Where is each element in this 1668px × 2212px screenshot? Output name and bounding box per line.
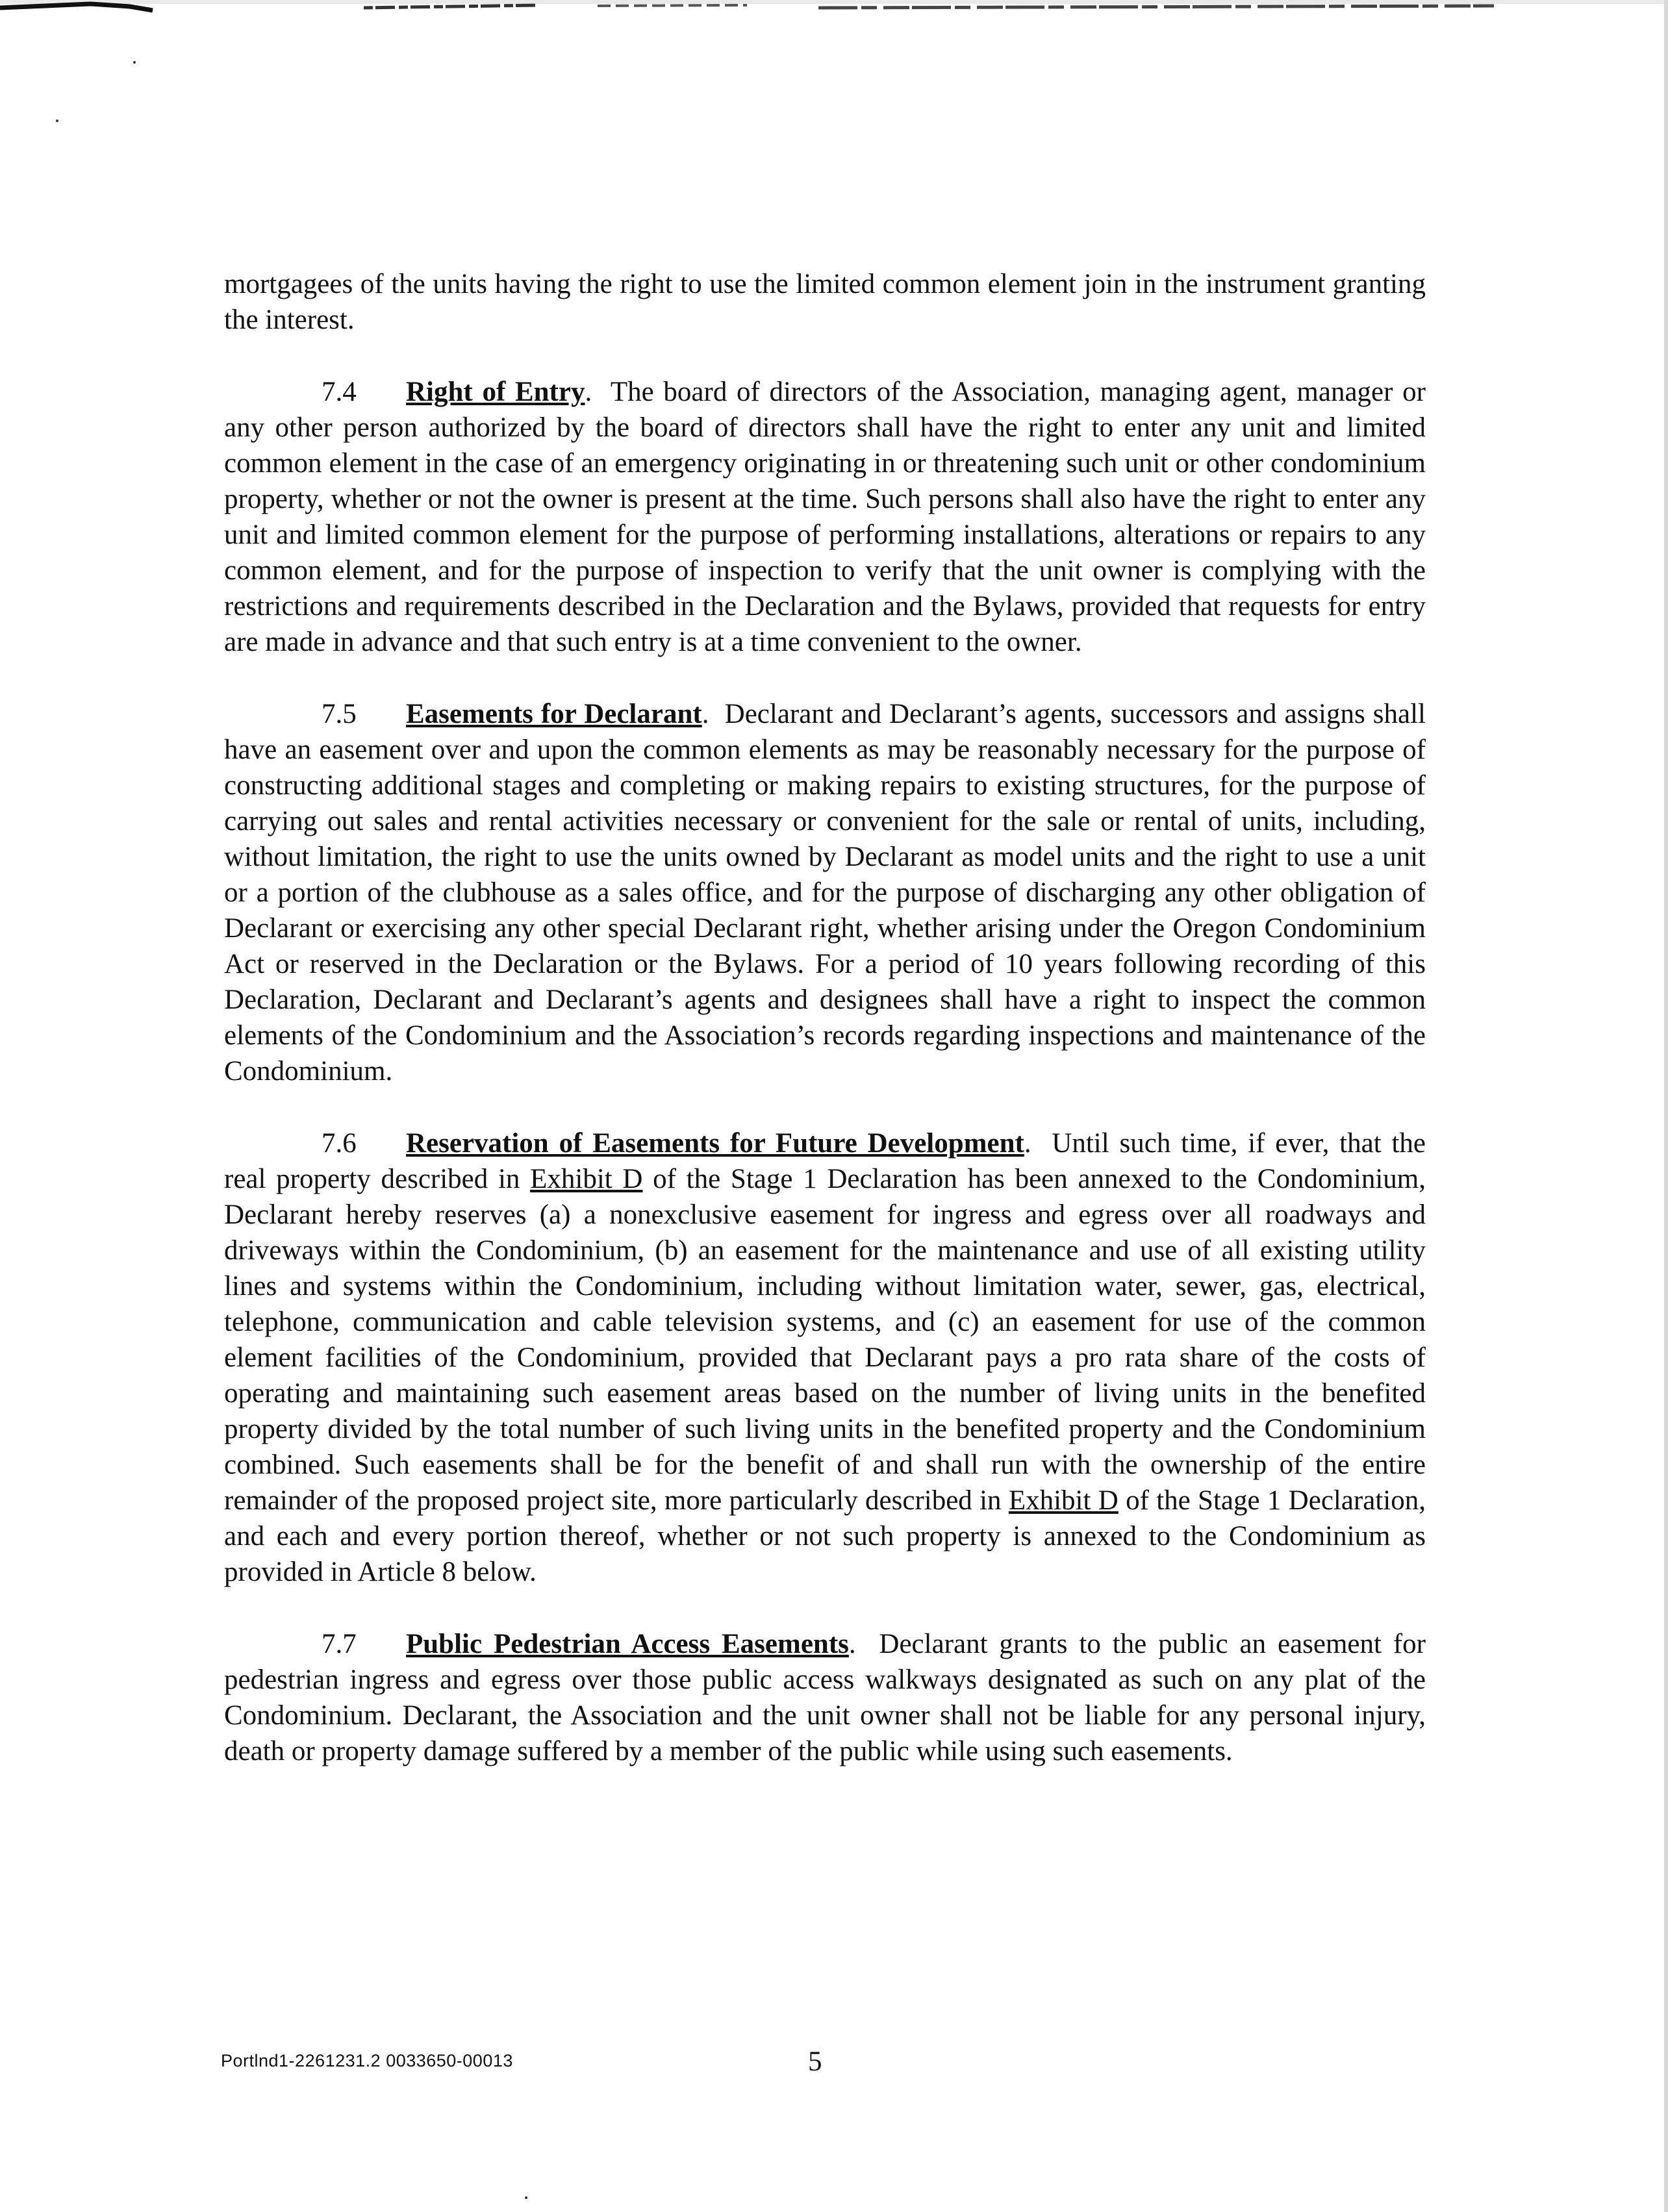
page-number: 5 [808, 2046, 822, 2077]
scan-right-edge [1664, 0, 1668, 2212]
continuation-text: mortgagees of the units having the right to use the limited common element join in the instrument granting the interest. [224, 269, 1426, 335]
footer-document-id: Portlnd1-2261231.2 0033650-00013 [221, 2051, 513, 2070]
section-number: 7.6 [322, 1128, 357, 1159]
scan-speck [56, 119, 58, 122]
section-number: 7.4 [322, 377, 357, 407]
section-body-continued: of the Stage 1 Declaration has been annexed to the Condominium, Declarant hereby reserves (a) a nonexclusive easement for ingress and egress over all roadways and driveways within the Condominium, (b) an easement for the maintenance and use of all existing utility lines and systems within the Condominium, including without limitation water, sewer, gas, electrical, telephone, communication and cable television systems, and (c) an easement for use of the common element facilities of the Condominium, provided that Declarant pays a pro rata share of the costs of operating and maintaining such easement areas based on the number of living units in the benefited property divided by the total number of such living units in the benefited property and the Condominium combined. Such easements shall be for the benefit of and shall run with the ownership of the entire remainder of the proposed project site, more particularly described in [224, 1164, 1426, 1516]
section-heading: Right of Entry [406, 377, 585, 407]
section-body: The board of directors of the Association, managing agent, manager or any other person authorized by the board of directors shall have the right to enter any unit and limited common element in the case of an emergency originating in or threatening such unit or other condominium property, whether or not the owner is present at the time. Such persons shall also have the right to enter any unit and limited common element for the purpose of performing installations, alterations or repairs to any common element, and for the purpose of inspection to verify that the unit owner is complying with the restrictions and requirements described in the Declaration and the Bylaws, provided that requests for entry are made in advance and that such entry is at a time convenient to the owner. [224, 377, 1426, 657]
section-body: Declarant grants to the public an easement for pedestrian ingress and egress over those public access walkways designated as such on any plat of the Condominium. Declarant, the Association and the unit owner shall not be liable for any personal injury, death or property damage suffered by a member of the public while using such easements. [224, 1629, 1426, 1766]
scan-speck [133, 61, 136, 64]
section-body-end: of the Stage 1 Declaration, and each and every portion thereof, whether or not such property is annexed to the Condominium as provided in Article 8 below. [224, 1485, 1426, 1587]
section-body: Until such time, if ever, that the real property described in [224, 1128, 1426, 1194]
section-heading: Reservation of Easements for Future Development [406, 1128, 1024, 1159]
document-body [224, 266, 1426, 1805]
section-heading: Easements for Declarant [406, 699, 702, 729]
section-number: 7.7 [322, 1629, 357, 1659]
exhibit-reference: Exhibit D [1008, 1485, 1118, 1516]
section-7-5: 7.5 Easements for Declarant. Declarant and Declarant’s agents, successors and assigns shall have an easement over and upon the common elements as may be reasonably necessary for the purpose of constructing additional stages and completing or making repairs to existing structures, for the purpose of carrying out sales and rental activities necessary or convenient for the sale or rental of units, including, without limitation, the right to use the units owned by Declarant as model units and the right to use a unit or a portion of the clubhouse as a sales office, and for the purpose of discharging any other obligation of Declarant or exercising any other special Declarant right, whether arising under the Oregon Condominium Act or reserved in the Declaration or the Bylaws. For a period of 10 years following recording of this Declaration, Declarant and Declarant’s agents and designees shall have a right to inspect the common elements of the Condominium and the Association’s records regarding inspections and maintenance of the Condominium. [224, 696, 1426, 1089]
section-heading: Public Pedestrian Access Easements [406, 1629, 849, 1659]
section-number: 7.5 [322, 699, 357, 729]
scan-speck [525, 2196, 527, 2199]
continuation-paragraph [224, 266, 1426, 338]
scan-edge-artifact [0, 0, 1668, 19]
section-7-6: 7.6 Reservation of Easements for Future Development. Until such time, if ever, that the real property described in Exhibit D of the Stage 1 Declaration has been annexed to the Condominium, Declarant hereby reserves (a) a nonexclusive easement for ingress and egress over all roadways and driveways within the Condominium, (b) an easement for the maintenance and use of all existing utility lines and systems within the Condominium, including without limitation water, sewer, gas, electrical, telephone, communication and cable television systems, and (c) an easement for use of the common element facilities of the Condominium, provided that Declarant pays a pro rata share of the costs of operating and maintaining such easement areas based on the number of living units in the benefited property divided by the total number of such living units in the benefited property and the Condominium combined. Such easements shall be for the benefit of and shall run with the ownership of the entire remainder of the proposed project site, more particularly described in Exhibit D of the Stage 1 Declaration, and each and every portion thereof, whether or not such property is annexed to the Condominium as provided in Article 8 below. [224, 1125, 1426, 1590]
section-body: Declarant and Declarant’s agents, successors and assigns shall have an easement over and upon the common elements as may be reasonably necessary for the purpose of constructing additional stages and completing or making repairs to existing structures, for the purpose of carrying out sales and rental activities necessary or convenient for the sale or rental of units, including, without limitation, the right to use the units owned by Declarant as model units and the right to use a unit or a portion of the clubhouse as a sales office, and for the purpose of discharging any other obligation of Declarant or exercising any other special Declarant right, whether arising under the Oregon Condominium Act or reserved in the Declaration or the Bylaws. For a period of 10 years following recording of this Declaration, Declarant and Declarant’s agents and designees shall have a right to inspect the common elements of the Condominium and the Association’s records regarding inspections and maintenance of the Condominium. [224, 699, 1426, 1087]
section-7-7: 7.7 Public Pedestrian Access Easements. Declarant grants to the public an easement for pedestrian ingress and egress over those public access walkways designated as such on any plat of the Condominium. Declarant, the Association and the unit owner shall not be liable for any personal injury, death or property damage suffered by a member of the public while using such easements. [224, 1626, 1426, 1769]
section-7-4: 7.4 Right of Entry. The board of directors of the Association, managing agent, manager or any other person authorized by the board of directors shall have the right to enter any unit and limited common element in the case of an emergency originating in or threatening such unit or other condominium property, whether or not the owner is present at the time. Such persons shall also have the right to enter any unit and limited common element for the purpose of performing installations, alterations or repairs to any common element, and for the purpose of inspection to verify that the unit owner is complying with the restrictions and requirements described in the Declaration and the Bylaws, provided that requests for entry are made in advance and that such entry is at a time convenient to the owner. [224, 374, 1426, 660]
exhibit-reference: Exhibit D [530, 1164, 643, 1194]
